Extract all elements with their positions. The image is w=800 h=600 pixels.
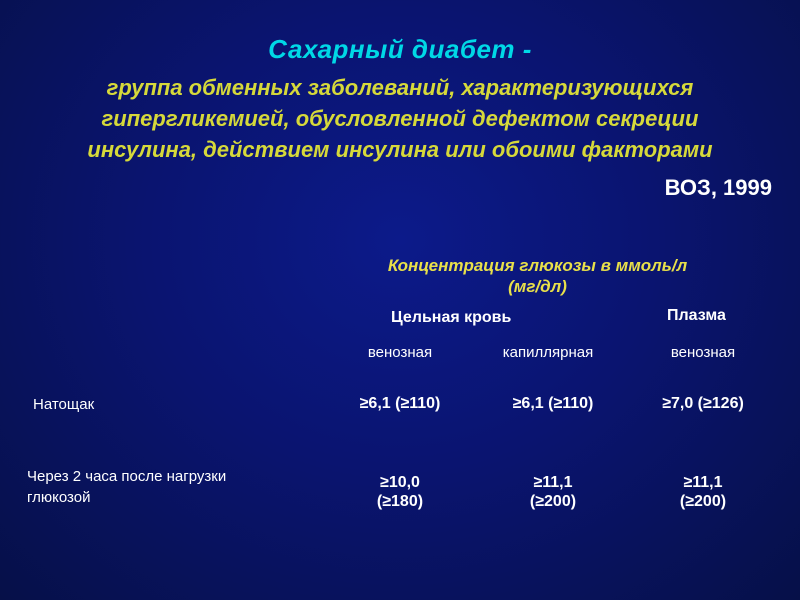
cell-fasting-whole-venous: ≥6,1 (≥110)	[359, 395, 441, 412]
cell-2h-whole-venous: ≥10,0 (≥180)	[376, 474, 424, 510]
slide-title: Сахарный диабет -	[268, 34, 532, 64]
cell-fasting-whole-capillary: ≥6,1 (≥110)	[512, 395, 594, 412]
row-label-2h-load: Через 2 часа после нагрузки глюкозой	[27, 468, 227, 506]
column-header-plasma-venous: венозная	[670, 344, 736, 361]
column-header-venous: венозная	[367, 344, 433, 361]
row-label-fasting: Натощак	[33, 396, 95, 413]
concentration-header-unit: (мг/дл)	[508, 277, 567, 296]
group-header-plasma: Плазма	[667, 307, 726, 324]
concentration-header	[330, 255, 745, 297]
subtitle-line: группа обменных заболеваний, характеризующихся	[106, 75, 694, 100]
group-header-whole-blood: Цельная кровь	[391, 309, 512, 326]
concentration-header-line: Концентрация глюкозы в ммоль/л	[387, 256, 688, 275]
subtitle-line: инсулина, действием инсулина или обоими факторами	[87, 137, 713, 162]
cell-2h-plasma-venous: ≥11,1 (≥200)	[679, 474, 727, 510]
source-citation: ВОЗ, 1999	[664, 175, 772, 200]
slide-subtitle	[10, 72, 790, 165]
subtitle-line: гипергликемией, обусловленной дефектом секреции	[101, 106, 699, 131]
cell-fasting-plasma-venous: ≥7,0 (≥126)	[662, 395, 744, 412]
column-header-capillary: капиллярная	[502, 344, 594, 361]
cell-2h-whole-capillary: ≥11,1 (≥200)	[529, 474, 577, 510]
